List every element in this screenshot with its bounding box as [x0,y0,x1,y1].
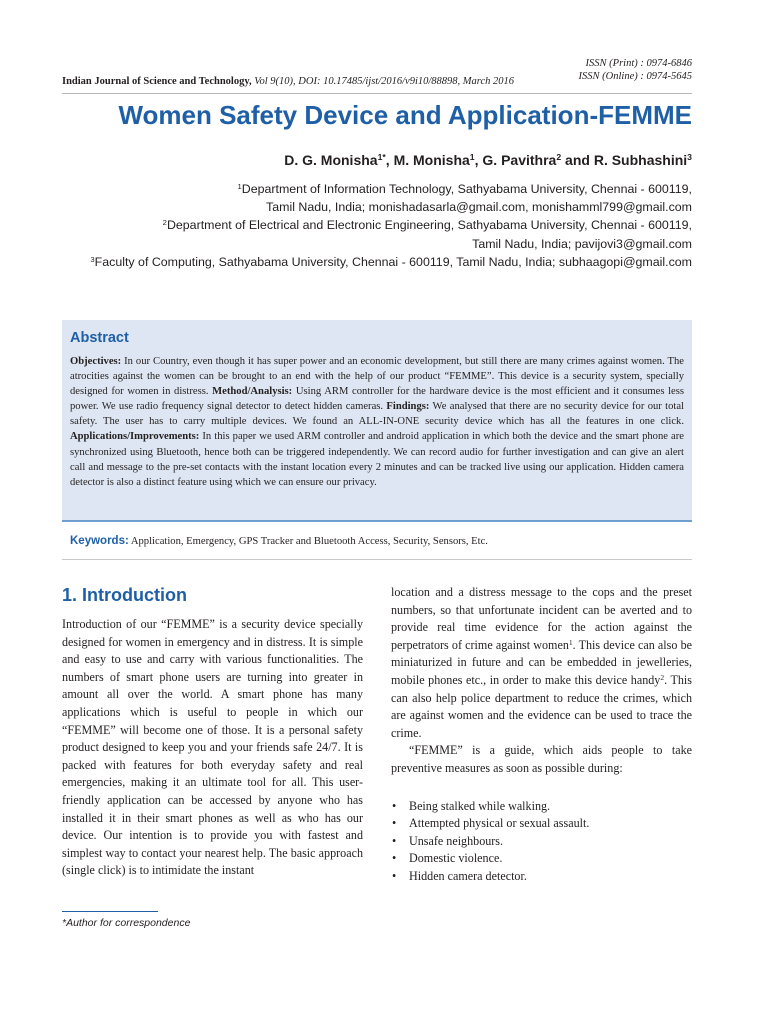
author-separator: , [474,152,483,168]
footnote: *Author for correspondence [62,917,191,929]
applications-label: Applications/Improvements: [70,431,200,443]
author-affiliation-mark: 1 [469,152,475,163]
methods-text: Using ARM controller for the hardware device is the most efficient and it consumes less power. We use radio frequency signal detector to detect hidden cameras. [70,386,684,413]
list-item: • Domestic violence. [391,850,692,868]
affiliation-number: 2 [162,218,167,228]
author-separator: and [561,152,594,168]
findings-label: Findings: [386,401,430,413]
citation-mark: 2 [660,672,665,682]
issn-online: ISSN (Online) : 0974-5645 [578,71,692,82]
paragraph-text: . This can also help police department to reduce the crimes, which are against women and the evidence can be used to trace the crime. [391,672,692,740]
affiliation-text: Department of Electrical and Electronic Engineering, Sathyabama University, Chennai - 600119, [166,218,692,233]
issn-print: ISSN (Print) : 0974-6846 [585,58,692,69]
intro-right-column [391,584,692,886]
author-list [62,152,692,168]
abstract-heading: Abstract [70,330,129,346]
journal-citation [62,76,532,87]
keywords-label: Keywords: [70,535,129,547]
author-affiliation-mark: 3 [687,152,692,163]
affiliation-text: Department of Information Technology, Sathyabama University, Chennai - 600119, [241,182,692,196]
abstract-box [62,320,692,522]
affiliation-1-line-1 [62,180,692,198]
header-rule [62,93,692,94]
paper-title: Women Safety Device and Application-FEMME [118,100,692,130]
list-item: • Attempted physical or sexual assault. [391,815,692,833]
keywords-text: Application, Emergency, GPS Tracker and Bluetooth Access, Security, Sensors, Etc. [128,536,488,547]
author-name: D. G. Monisha [284,152,378,168]
section-heading-introduction: 1. Introduction [62,585,187,605]
author-name: G. Pavithra [482,152,557,168]
issn-block [540,57,692,83]
methods-label: Method/Analysis: [212,386,293,398]
affiliation-2-line-2: Tamil Nadu, India; pavijovi3@gmail.com [472,236,692,251]
paragraph-text: . This device can also be miniaturized in future and can be embedded in jewelleries, mobile phones etc., in order to make this device handy [391,637,692,687]
intro-paragraph: “FEMME” is a guide, which aids people to take preventive measures as soon as possible during: [391,743,692,775]
author-separator: , [385,152,394,168]
affiliation-number: 1 [237,181,242,191]
applications-text: In this paper we used ARM controller and android application in which both the device and the smart phone are synchronized using Bluetooth, hence both can be triggered independently. We can record audio for further investigation and can give an alert call and message to the pre-set contacts with the instant location every 2 minutes and can be tracked live using our application. Hidden camera detector is also a distinct feature using which we can ensure our privacy. [70,431,684,488]
list-item: • Hidden camera detector. [391,868,692,886]
affiliation-2-line-1 [62,216,692,234]
journal-name: Indian Journal of Science and Technology, [62,76,252,87]
journal-volume-doi: Vol 9(10), DOI: 10.17485/ijst/2016/v9i10/88898, March 2016 [251,76,515,87]
abstract-body [70,354,684,490]
list-item: • Being stalked while walking. [391,798,692,816]
affiliation-text: Faculty of Computing, Sathyabama University, Chennai - 600119, Tamil Nadu, India; subhaagopi@gmail.com [94,254,692,269]
list-item: • Unsafe neighbours. [391,833,692,851]
findings-text: We analysed that there are no security device for our total safety. The user has to carry multiple devices. We found an ALL-IN-ONE security device which has all the features in one click. [70,401,685,428]
author-name: M. Monisha [393,152,470,168]
keywords [70,535,690,547]
objectives-text: In our Country, even though it has super power and an economic development, but still there are many crimes against women. The atrocities against the women can be brought to an end with the help of our product “FEMME”. This device is a security system, specially designed for women in distress. [70,356,684,398]
footnote-rule [62,911,158,912]
affiliation-list [62,180,692,271]
keywords-rule [62,559,692,560]
author-name: R. Subhashini [593,152,688,168]
affiliation-number: 3 [90,254,95,264]
intro-left-column: Introduction of our “FEMME” is a security device specially designed for women in emergency and in distress. It is simple and easy to use and carry with various functionalities. The numbers of smart phone users are turning into greater in amount all over the world. A smart phone has many applications which is useful to people in which our “FEMME” will become one of those. It is a personal safety product designed to keep you and your friends safe 24/7. It is packed with features for both everyday safety and real emergencies, making it an ultimate tool for all. This user-friendly application can be accessed by anyone who has installed it in their smart phones as well as who has our device. Our intention is to provide you with fastest and simplest way to contact your nearest help. The basic approach (single click) is to intimidate the instant [62,617,363,878]
citation-mark: 1 [568,637,573,647]
bullet-list [391,798,692,886]
paragraph-text: location and a distress message to the cops and the preset numbers, so that unfortunate incident can be averted and to provide real time evidence for the action against the perpetrators of crime against women [391,585,692,652]
author-affiliation-mark: 2 [556,152,562,163]
affiliation-1-line-2: Tamil Nadu, India; monishadasarla@gmail.com, monishamml799@gmail.com [266,200,692,215]
affiliation-3-line-1 [62,253,692,271]
intro-paragraph [391,584,692,742]
objectives-label: Objectives: [70,356,122,367]
author-affiliation-mark: 1* [377,152,386,163]
